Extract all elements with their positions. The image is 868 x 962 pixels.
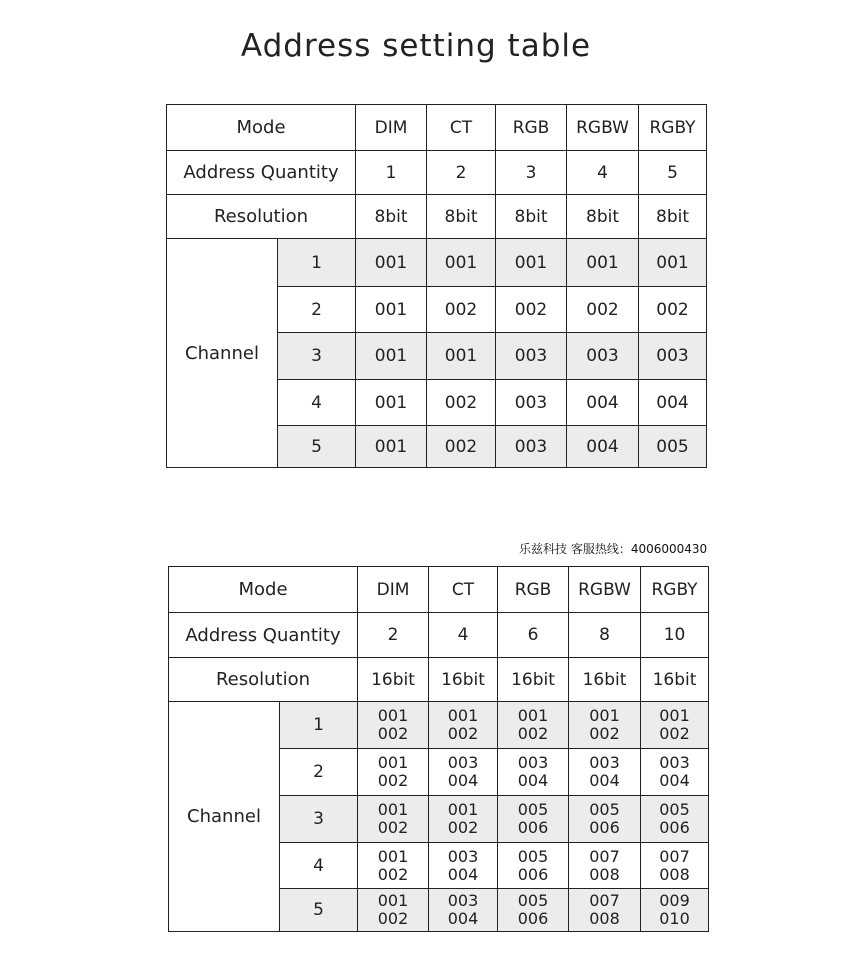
mode-label: Mode [167,105,356,151]
quantity-row [169,613,709,658]
address-line: 005 [517,891,549,910]
quantity-cell: 4 [429,613,498,658]
address-line: 003 [447,753,479,772]
address-line: 006 [517,864,549,884]
mode-cell: CT [427,105,496,151]
resolution-cell: 8bit [639,195,707,239]
quantity-cell: 5 [639,151,707,195]
address-line: 002 [447,724,479,743]
channel-index: 2 [280,749,358,796]
resolution-label: Resolution [167,195,356,239]
address-line: 002 [377,909,409,928]
channel-row [169,702,709,749]
address-line: 001 [377,753,409,772]
mode-cell: DIM [356,105,427,151]
address-line: 005 [517,800,549,819]
quantity-cell: 1 [356,151,427,195]
quantity-row [167,151,707,195]
address-cell [358,702,429,749]
address-cell [641,702,709,749]
resolution-cell: 16bit [569,658,641,702]
quantity-cell: 10 [641,613,709,658]
address-cell [498,702,569,749]
mode-cell: RGB [496,105,567,151]
quantity-cell: 2 [358,613,429,658]
quantity-label: Address Quantity [169,613,358,658]
address-line: 007 [589,891,620,910]
mode-label: Mode [169,567,358,613]
mode-row [167,105,707,151]
resolution-row [167,195,707,239]
address-line: 004 [447,909,479,928]
channel-index: 5 [278,426,356,468]
quantity-cell: 8 [569,613,641,658]
address-cell: 002 [427,426,496,468]
channel-row [167,239,707,287]
address-line: 004 [589,771,620,790]
address-cell: 001 [356,380,427,426]
address-line: 006 [517,909,549,928]
address-line: 008 [589,864,620,884]
address-line: 004 [659,771,690,790]
address-cell [429,796,498,843]
address-line: 005 [589,800,620,819]
channel-index: 4 [280,843,358,889]
channel-index: 1 [278,239,356,287]
address-line: 002 [377,818,409,837]
address-cell [498,843,569,889]
watermark-text: 乐兹科技 客服热线：4006000430 [519,542,708,556]
address-line: 001 [377,891,409,910]
address-cell: 003 [496,426,567,468]
address-line: 008 [589,909,620,928]
address-cell: 002 [639,287,707,333]
address-cell [641,843,709,889]
address-line: 006 [589,818,620,837]
address-cell [569,702,641,749]
address-line: 001 [377,706,409,725]
mode-row [169,567,709,613]
channel-label: Channel [167,239,278,468]
quantity-cell: 3 [496,151,567,195]
quantity-cell: 4 [567,151,639,195]
address-line: 001 [517,706,549,725]
resolution-cell: 16bit [429,658,498,702]
address-line: 002 [377,724,409,743]
address-line: 005 [517,846,549,866]
channel-index: 5 [280,889,358,932]
resolution-cell: 8bit [427,195,496,239]
address-cell [569,749,641,796]
address-cell: 005 [639,426,707,468]
address-cell: 001 [496,239,567,287]
address-line: 003 [589,753,620,772]
address-cell [569,843,641,889]
address-cell [429,702,498,749]
address-line: 001 [589,706,620,725]
channel-label: Channel [169,702,280,932]
channel-index: 3 [280,796,358,843]
address-line: 007 [659,846,690,866]
address-cell [429,889,498,932]
address-cell: 002 [427,287,496,333]
address-line: 005 [659,800,690,819]
address-line: 010 [659,909,690,928]
address-cell [429,843,498,889]
address-cell [429,749,498,796]
address-line: 007 [589,846,620,866]
address-cell: 001 [427,333,496,380]
address-line: 008 [659,864,690,884]
address-line: 001 [447,706,479,725]
address-line: 003 [447,891,479,910]
address-cell [498,889,569,932]
address-line: 004 [447,771,479,790]
address-cell: 001 [567,239,639,287]
resolution-label: Resolution [169,658,358,702]
mode-cell: RGB [498,567,569,613]
address-cell [641,749,709,796]
address-cell: 002 [427,380,496,426]
address-line: 001 [447,800,479,819]
address-cell: 001 [356,426,427,468]
address-table-16bit [168,566,709,932]
address-cell: 004 [567,380,639,426]
page-title: Address setting table [240,28,592,64]
address-line: 001 [659,706,690,725]
address-line: 002 [377,864,409,884]
address-line: 003 [517,753,549,772]
resolution-cell: 8bit [496,195,567,239]
address-cell: 002 [496,287,567,333]
address-line: 002 [589,724,620,743]
address-cell [358,749,429,796]
quantity-cell: 2 [427,151,496,195]
address-line: 003 [447,846,479,866]
address-cell: 003 [567,333,639,380]
address-line: 004 [517,771,549,790]
address-cell: 001 [356,333,427,380]
address-cell: 004 [639,380,707,426]
address-cell: 004 [567,426,639,468]
address-cell [358,889,429,932]
address-cell: 003 [496,333,567,380]
address-cell: 002 [567,287,639,333]
address-line: 006 [659,818,690,837]
address-cell: 003 [496,380,567,426]
address-cell: 001 [427,239,496,287]
address-line: 004 [447,864,479,884]
quantity-label: Address Quantity [167,151,356,195]
mode-cell: RGBY [641,567,709,613]
channel-index: 2 [278,287,356,333]
address-cell [569,796,641,843]
resolution-cell: 16bit [641,658,709,702]
address-line: 003 [659,753,690,772]
resolution-cell: 8bit [567,195,639,239]
mode-cell: CT [429,567,498,613]
resolution-row [169,658,709,702]
address-line: 002 [517,724,549,743]
resolution-cell: 8bit [356,195,427,239]
address-cell [641,796,709,843]
channel-index: 1 [280,702,358,749]
address-line: 001 [377,800,409,819]
resolution-cell: 16bit [498,658,569,702]
address-cell [358,843,429,889]
address-cell: 001 [356,287,427,333]
channel-index: 4 [278,380,356,426]
resolution-cell: 16bit [358,658,429,702]
address-line: 002 [447,818,479,837]
address-line: 006 [517,818,549,837]
address-cell: 001 [356,239,427,287]
address-cell [358,796,429,843]
address-cell [641,889,709,932]
address-cell [498,749,569,796]
address-line: 002 [659,724,690,743]
address-line: 001 [377,846,409,866]
address-cell: 003 [639,333,707,380]
mode-cell: DIM [358,567,429,613]
mode-cell: RGBW [569,567,641,613]
address-line: 009 [659,891,690,910]
address-cell [498,796,569,843]
address-cell [569,889,641,932]
mode-cell: RGBY [639,105,707,151]
address-table-8bit [166,104,707,468]
address-line: 002 [377,771,409,790]
mode-cell: RGBW [567,105,639,151]
channel-index: 3 [278,333,356,380]
address-cell: 001 [639,239,707,287]
quantity-cell: 6 [498,613,569,658]
